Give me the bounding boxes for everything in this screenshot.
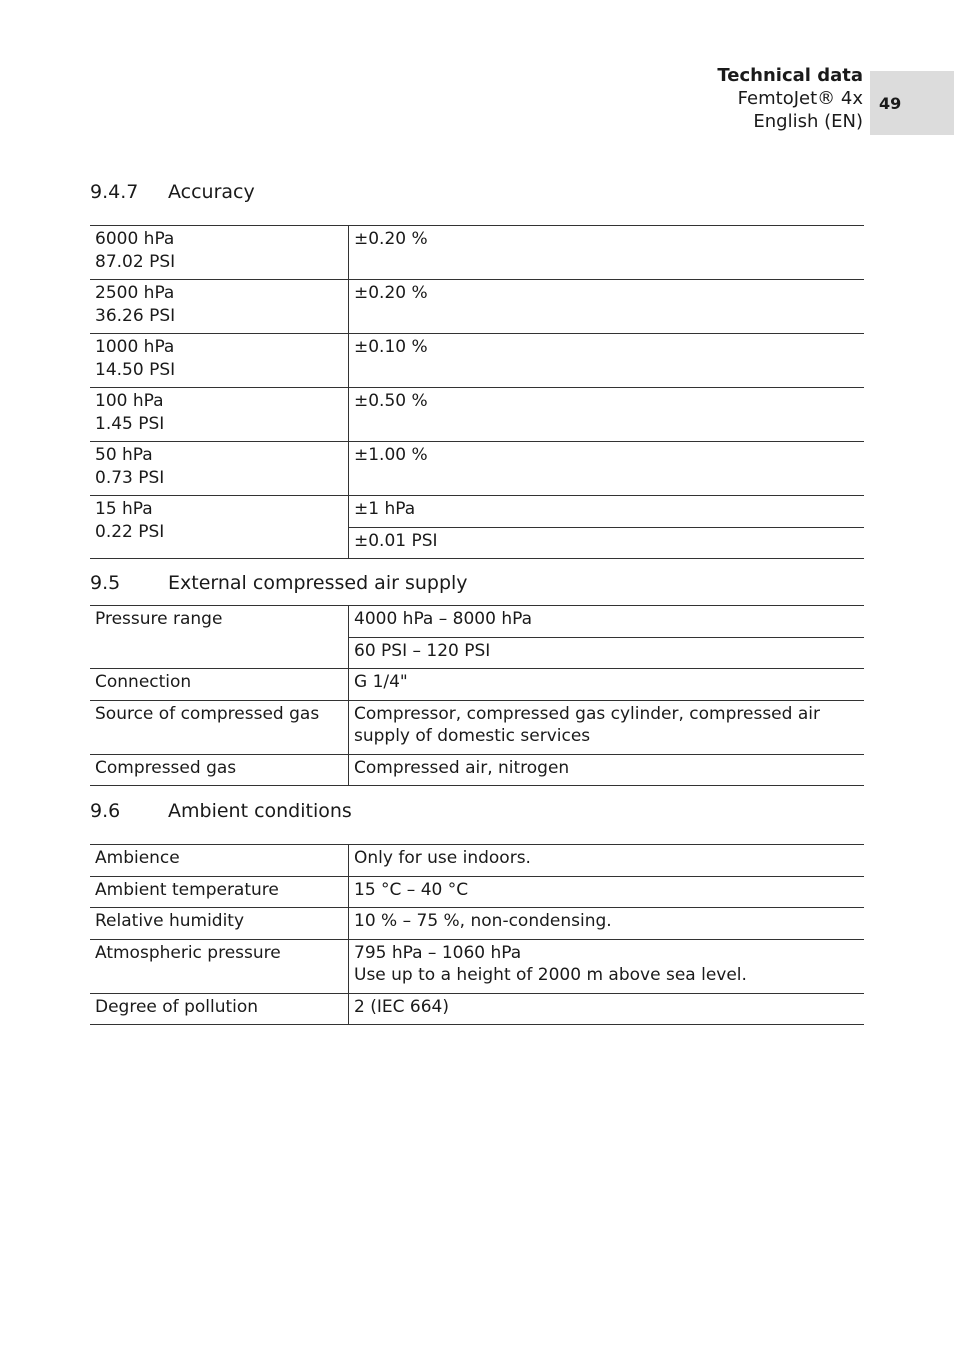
table-cell-value: 795 hPa – 1060 hPa Use up to a height of 2000 m above sea level. (349, 939, 865, 993)
chapter-title: Technical data (717, 65, 863, 86)
table-cell-value: ±0.20 % (349, 280, 865, 334)
running-header (717, 64, 863, 133)
ambient-table (90, 844, 864, 1025)
table-row (90, 754, 864, 786)
table-cell-value: ±1 hPa (349, 496, 865, 528)
section-title: Accuracy (168, 181, 255, 203)
table-cell-value: ±1.00 % (349, 442, 865, 496)
language-label: English (EN) (753, 111, 863, 132)
table-cell-label: Atmospheric pressure (90, 939, 349, 993)
table-cell-value: Compressor, compressed gas cylinder, compressed air supply of domestic services (349, 700, 865, 754)
table-cell-value: 2 (IEC 664) (349, 993, 865, 1025)
table-cell-label: Ambient temperature (90, 876, 349, 908)
table-cell-label: Compressed gas (90, 754, 349, 786)
table-row (90, 226, 864, 280)
table-cell-value: 4000 hPa – 8000 hPa (349, 606, 865, 638)
page-number-tab (870, 71, 954, 135)
section-heading-accuracy (90, 181, 255, 203)
section-number: 9.4.7 (90, 181, 139, 203)
table-row (90, 442, 864, 496)
table-cell-value: Compressed air, nitrogen (349, 754, 865, 786)
table-cell-label: Ambience (90, 845, 349, 877)
air-supply-table (90, 605, 864, 786)
section-heading-air-supply (90, 572, 468, 594)
table-row (90, 334, 864, 388)
table-row (90, 993, 864, 1025)
product-name: FemtoJet® 4x (737, 88, 863, 109)
table-cell-value: ±0.01 PSI (349, 527, 865, 559)
table-cell-label: Relative humidity (90, 908, 349, 940)
table-cell-value: ±0.10 % (349, 334, 865, 388)
table-cell-label: 50 hPa 0.73 PSI (90, 442, 349, 496)
table-cell-label: 2500 hPa 36.26 PSI (90, 280, 349, 334)
table-cell-label: Pressure range (90, 606, 349, 669)
section-title: Ambient conditions (168, 800, 352, 822)
table-cell-label: Source of compressed gas (90, 700, 349, 754)
page-number: 49 (879, 93, 902, 113)
table-cell-value: ±0.20 % (349, 226, 865, 280)
table-row (90, 606, 864, 638)
table-row (90, 939, 864, 993)
table-row (90, 845, 864, 877)
table-cell-label: 1000 hPa 14.50 PSI (90, 334, 349, 388)
table-cell-value: Only for use indoors. (349, 845, 865, 877)
table-cell-value: ±0.50 % (349, 388, 865, 442)
table-cell-value: 15 °C – 40 °C (349, 876, 865, 908)
table-cell-label: 100 hPa 1.45 PSI (90, 388, 349, 442)
table-row (90, 669, 864, 701)
table-row (90, 280, 864, 334)
section-title: External compressed air supply (168, 572, 468, 594)
table-row (90, 908, 864, 940)
table-row (90, 388, 864, 442)
table-cell-label: 6000 hPa 87.02 PSI (90, 226, 349, 280)
section-number: 9.5 (90, 572, 121, 594)
table-cell-label: Degree of pollution (90, 993, 349, 1025)
section-heading-ambient (90, 800, 352, 822)
table-row (90, 700, 864, 754)
section-number: 9.6 (90, 800, 121, 822)
table-cell-label: Connection (90, 669, 349, 701)
table-cell-label: 15 hPa 0.22 PSI (90, 496, 349, 559)
table-cell-value: 60 PSI – 120 PSI (349, 637, 865, 669)
accuracy-table (90, 225, 864, 559)
table-cell-value: G 1/4" (349, 669, 865, 701)
table-row (90, 496, 864, 528)
table-cell-value: 10 % – 75 %, non-condensing. (349, 908, 865, 940)
table-row (90, 876, 864, 908)
